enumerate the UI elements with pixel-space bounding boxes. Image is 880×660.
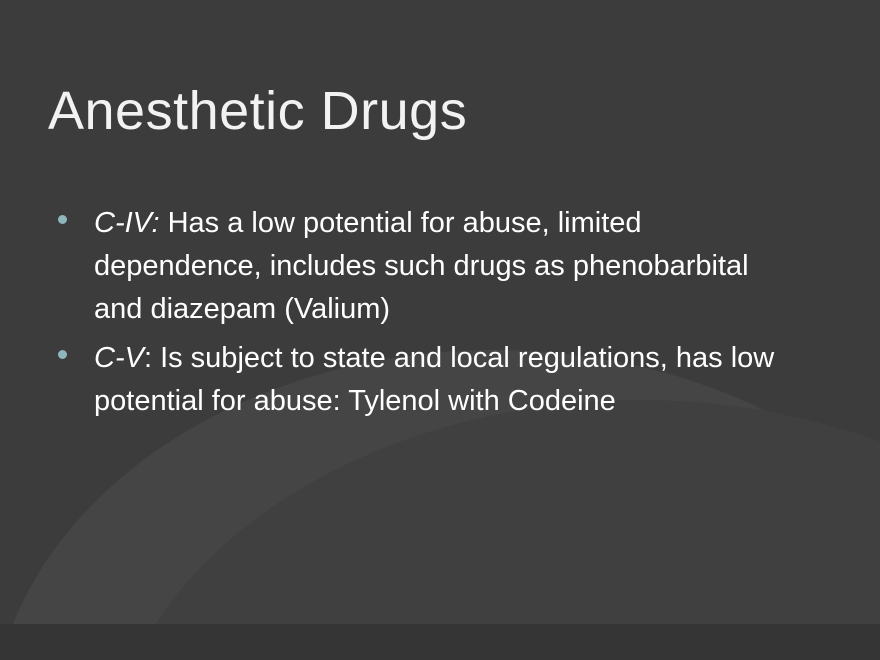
list-item-lead: C-IV:: [94, 207, 160, 239]
list-item-text: Has a low potential for abuse, limited dependence, includes such drugs as phenobarbital and diazepam (Valium): [94, 207, 749, 325]
list-item-text: : Is subject to state and local regulations, has low potential for abuse: Tylenol with Codeine: [94, 341, 775, 417]
list-item-lead: C-V: [94, 341, 144, 374]
list-item: [44, 337, 784, 423]
bullet-dot-icon: [58, 215, 67, 224]
bullet-list: [44, 202, 784, 429]
list-item: [44, 202, 784, 331]
bullet-dot-icon: [58, 350, 67, 359]
page-title: Anesthetic Drugs: [48, 81, 468, 142]
